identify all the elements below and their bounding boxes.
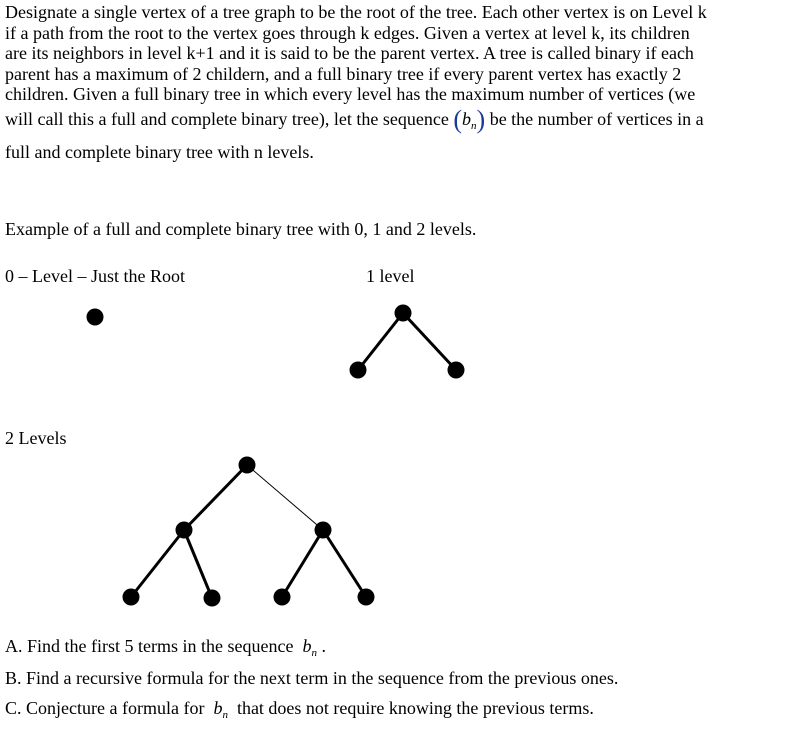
- edge: [184, 465, 247, 530]
- intro-line-6-after: be the number of vertices in a: [489, 108, 704, 129]
- sequence-sub: n: [471, 119, 477, 132]
- question-c: [5, 698, 594, 721]
- question-a-sub: n: [311, 647, 317, 659]
- question-a-var: b: [302, 636, 312, 656]
- question-c-var: b: [213, 698, 223, 718]
- sequence-open-paren: (: [453, 104, 463, 134]
- question-a-period: .: [321, 636, 326, 656]
- root-vertex: [239, 457, 256, 474]
- label-level-2: 2 Levels: [5, 428, 67, 448]
- question-a: [5, 636, 326, 659]
- question-c-rest: that does not require knowing the previous terms.: [236, 698, 594, 718]
- edge: [131, 530, 184, 597]
- child-vertex: [176, 522, 193, 539]
- edge: [323, 530, 366, 597]
- question-c-text: C. Conjecture a formula for: [5, 698, 205, 718]
- sequence-close-paren: ): [476, 104, 486, 134]
- question-b: B. Find a recursive formula for the next term in the sequence from the previous ones.: [5, 668, 619, 688]
- question-a-text: A. Find the first 5 terms in the sequence: [5, 636, 294, 656]
- leaf-vertex: [358, 589, 375, 606]
- intro-line-2: if a path from the root to the vertex goes through k edges. Given a vertex at level k, its children: [5, 22, 690, 43]
- intro-line-1: Designate a single vertex of a tree graph to be the root of the tree. Each other vertex is on Level k: [5, 2, 707, 22]
- leaf-vertex: [204, 590, 221, 607]
- intro-line-3: are its neighbors in level k+1 and it is said to be the parent vertex. A tree is called binary if each: [5, 43, 694, 64]
- edge: [184, 530, 212, 598]
- question-c-sub: n: [222, 709, 228, 721]
- intro-line-4: parent has a maximum of 2 childern, and a full binary tree if every parent vertex has exactly 2: [5, 63, 682, 84]
- label-level-0: 0 – Level – Just the Root: [5, 266, 185, 286]
- leaf-vertex: [274, 589, 291, 606]
- label-level-1: 1 level: [366, 266, 415, 286]
- leaf-vertex: [123, 589, 140, 606]
- intro-line-7: full and complete binary tree with n levels.: [5, 141, 314, 162]
- example-heading: Example of a full and complete binary tree with 0, 1 and 2 levels.: [5, 219, 477, 239]
- edge: [247, 465, 323, 530]
- intro-line-5: children. Given a full binary tree in which every level has the maximum number of vertices (we: [5, 84, 696, 105]
- sequence-var: b: [462, 108, 472, 129]
- intro-line-6-before: will call this a full and complete binary tree), let the sequence: [5, 108, 449, 129]
- edge: [282, 530, 323, 597]
- child-vertex: [315, 522, 332, 539]
